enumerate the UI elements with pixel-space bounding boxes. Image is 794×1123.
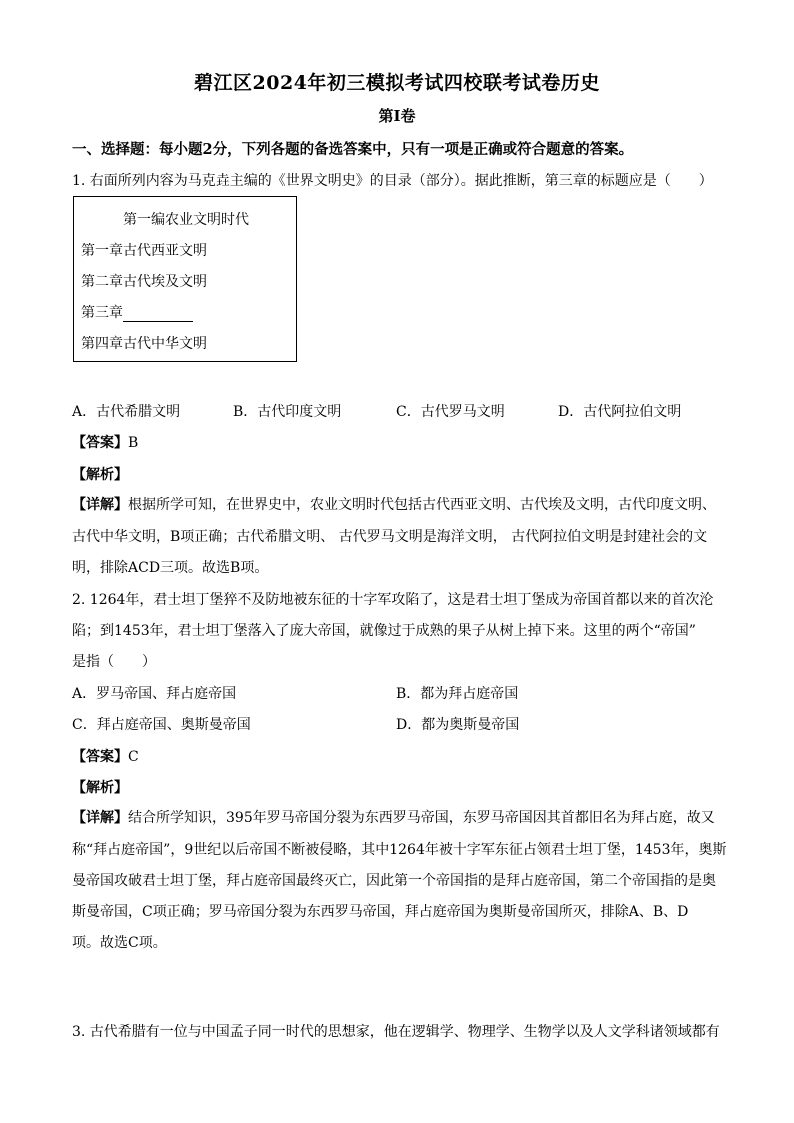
q1-detail-line-3: 明，排除ACD三项。故选B项。 — [72, 560, 269, 576]
question-2-stem-line-1: 2. 1264年，君士坦丁堡猝不及防地被东征的十字军攻陷了，这是君士坦丁堡成为帝国首都以来的首次沦 — [72, 592, 714, 608]
q2-detail-line-2: 称“拜占庭帝国”，9世纪以后帝国不断被侵略，其中1264年被十字军东征占领君士坦丁堡，1453年，奥斯 — [72, 842, 727, 858]
answer-blank — [123, 307, 193, 322]
question-2-stem-line-3: 是指（ ） — [72, 654, 156, 670]
detail-label: 【详解】 — [72, 810, 128, 826]
q1-analysis-label: 【解析】 — [72, 467, 128, 483]
q2-detail-line-3: 曼帝国攻破君士坦丁堡，拜占庭帝国最终灭亡，因此第一个帝国指的是拜占庭帝国，第二个帝国指的是奥 — [72, 873, 716, 889]
volume-label: 第I卷 — [378, 107, 416, 125]
q2-option-d: D．都为奥斯曼帝国 — [396, 717, 520, 733]
detail-text: 根据所学可知，在世界史中，农业文明时代包括古代西亚文明、古代埃及文明，古代印度文明、 — [128, 497, 716, 513]
toc-chapter-2: 第二章古代埃及文明 — [81, 274, 207, 290]
detail-label: 【详解】 — [72, 497, 128, 513]
q2-option-c: C．拜占庭帝国、奥斯曼帝国 — [72, 717, 251, 733]
toc-chapter-3-label: 第三章 — [81, 305, 123, 321]
question-3-stem: 3. 古代希腊有一位与中国孟子同一时代的思想家，他在逻辑学、物理学、生物学以及人文学科诸领域都有 — [72, 1024, 720, 1040]
q1-detail-line-1 — [72, 495, 732, 515]
answer-value: C — [128, 749, 139, 765]
exam-title: 碧江区2024年初三模拟考试四校联考试卷历史 — [194, 72, 600, 94]
toc-chapter-1: 第一章古代西亚文明 — [81, 243, 207, 259]
q2-detail-line-5: 项。故选C项。 — [72, 935, 167, 951]
question-1-stem: 1. 右面所列内容为马克垚主编的《世界文明史》的目录（部分）。据此推断，第三章的标题应是（ ） — [72, 173, 713, 189]
table-of-contents-box — [73, 196, 297, 362]
q1-detail-line-2: 古代中华文明，B项正确；古代希腊文明、 古代罗马文明是海洋文明， 古代阿拉伯文明是封建社会的文 — [72, 529, 708, 545]
toc-chapter-3 — [81, 302, 193, 322]
answer-label: 【答案】 — [72, 749, 128, 765]
q1-answer — [72, 432, 138, 452]
toc-heading: 第一编农业文明时代 — [123, 212, 249, 228]
answer-label: 【答案】 — [72, 435, 128, 451]
question-2-stem-line-2: 陷；到1453年，君士坦丁堡落入了庞大帝国，就像过于成熟的果子从树上掉下来。这里的两个“帝国” — [72, 623, 696, 639]
detail-text: 结合所学知识，395年罗马帝国分裂为东西罗马帝国，东罗马帝国因其首都旧名为拜占庭，故又 — [128, 810, 715, 826]
toc-chapter-4: 第四章古代中华文明 — [81, 336, 207, 352]
answer-value: B — [128, 435, 139, 451]
q2-analysis-label: 【解析】 — [72, 780, 128, 796]
q2-answer — [72, 746, 139, 766]
section-heading: 一、选择题：每小题2分，下列各题的备选答案中，只有一项是正确或符合题意的答案。 — [72, 141, 634, 158]
q1-option-d: D．古代阿拉伯文明 — [558, 404, 682, 420]
q2-option-b: B．都为拜占庭帝国 — [396, 686, 519, 702]
q1-option-c: C．古代罗马文明 — [396, 404, 505, 420]
q2-detail-line-1 — [72, 808, 732, 828]
q2-option-a: A．罗马帝国、拜占庭帝国 — [72, 686, 237, 702]
q2-detail-line-4: 斯曼帝国，C项正确；罗马帝国分裂为东西罗马帝国，拜占庭帝国为奥斯曼帝国所灭，排除A、B、D — [72, 904, 689, 920]
q1-option-a: A．古代希腊文明 — [72, 404, 181, 420]
q1-option-b: B．古代印度文明 — [233, 404, 342, 420]
